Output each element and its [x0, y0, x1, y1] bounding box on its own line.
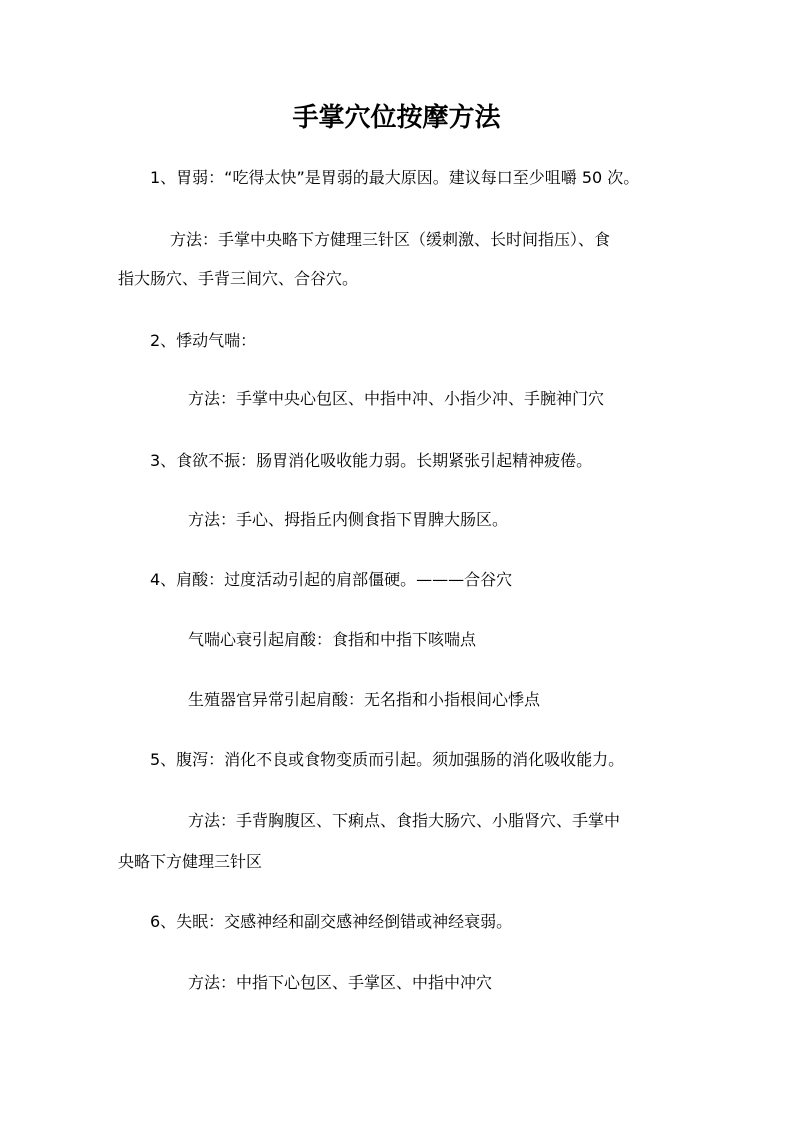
- document-title: 手掌穴位按摩方法: [292, 103, 501, 133]
- section-1-heading: 1、胃弱：“吃得太快”是胃弱的最大原因。建议每口至少咀嚼 50 次。: [150, 168, 640, 187]
- section-1-method: 方法：手掌中央略下方健理三针区（缓刺激、长时间指压）、食: [170, 230, 611, 249]
- section-2-method: 方法：手掌中央心包区、中指中冲、小指少冲、手腕神门穴: [188, 389, 605, 408]
- section-5-method: 方法：手背胸腹区、下痢点、食指大肠穴、小脂肾穴、手掌中: [188, 811, 621, 830]
- section-2-heading: 2、悸动气喘：: [150, 331, 257, 350]
- section-4-note-2: 生殖器官异常引起肩酸：无名指和小指根间心悸点: [188, 690, 541, 709]
- section-4-note-1: 气喘心衰引起肩酸：食指和中指下咳喘点: [188, 630, 477, 649]
- section-5-method-cont: 央略下方健理三针区: [118, 852, 263, 871]
- section-3-method: 方法：手心、拇指丘内侧食指下胃脾大肠区。: [188, 510, 509, 529]
- section-1-method-cont: 指大肠穴、手背三间穴、合谷穴。: [118, 269, 359, 288]
- section-6-heading: 6、失眠：交感神经和副交感神经倒错或神经衰弱。: [150, 912, 513, 931]
- section-5-heading: 5、腹泻：消化不良或食物变质而引起。须加强肠的消化吸收能力。: [150, 750, 625, 769]
- section-4-heading: 4、肩酸：过度活动引起的肩部僵硬。———合谷穴: [150, 570, 513, 589]
- section-6-method: 方法：中指下心包区、手掌区、中指中冲穴: [188, 973, 493, 992]
- section-3-heading: 3、食欲不振：肠胃消化吸收能力弱。长期紧张引起精神疲倦。: [150, 451, 593, 470]
